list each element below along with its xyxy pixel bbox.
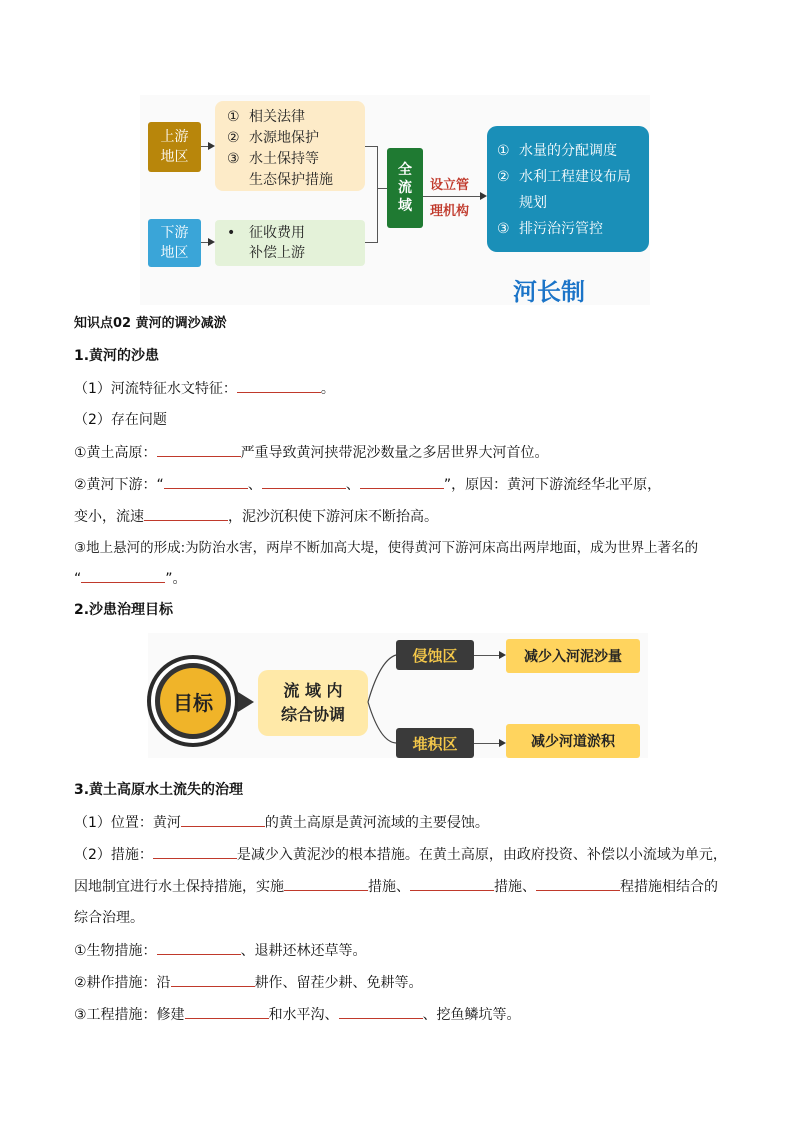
arrow-head	[499, 739, 506, 747]
arrow-head	[499, 651, 506, 659]
fill-blank[interactable]	[262, 474, 346, 489]
fill-blank[interactable]	[536, 876, 620, 891]
fill-blank[interactable]	[339, 1004, 423, 1019]
coordination-box: 流 域 内 综合协调	[258, 670, 368, 736]
list-item: 补偿上游	[249, 245, 305, 261]
connector-line	[365, 242, 377, 243]
arrow-head	[208, 238, 215, 246]
deposition-zone-box: 堆积区	[396, 728, 474, 758]
list-item: ① 相关法律	[227, 109, 305, 125]
s3-line-2: （2）措施： 是减少入黄泥沙的根本措施。在黄土高原，由政府投资、补偿以小流域为单元，	[74, 844, 727, 865]
connector-line	[474, 655, 500, 656]
reduce-siltation-box: 减少河道淤积	[506, 724, 640, 758]
list-item: 规划	[519, 195, 547, 211]
fill-blank[interactable]	[171, 972, 255, 987]
fill-blank[interactable]	[81, 568, 165, 583]
s1-line-6: ③地上悬河的形成:为防治水害，两岸不断加高大堤，使得黄河下游河床高出两岸地面，成为世界上著名的	[74, 540, 699, 556]
s1-line-3: ①黄土高原： 严重导致黄河挟带泥沙数量之多居世界大河首位。	[74, 442, 549, 463]
fill-blank[interactable]	[157, 442, 241, 457]
downstream-box: 下游 地区	[148, 219, 201, 267]
section-3-title: 3.黄土高原水土流失的治理	[74, 782, 244, 798]
list-item: • 征收费用	[227, 225, 305, 241]
fill-blank[interactable]	[410, 876, 494, 891]
arrow-head	[480, 192, 487, 200]
arrow-head	[208, 142, 215, 150]
s3-line-3: 因地制宜进行水土保持措施，实施 措施、 措施、 程措施相结合的	[74, 876, 718, 897]
list-item: ① 水量的分配调度	[497, 143, 617, 159]
fill-blank[interactable]	[284, 876, 368, 891]
s1-line-2: （2）存在问题	[74, 412, 167, 428]
section-1-title: 1.黄河的沙患	[74, 348, 160, 364]
section-2-title: 2.沙患治理目标	[74, 602, 174, 618]
knowledge-point-title: 知识点02 黄河的调沙减淤	[74, 316, 227, 331]
agency-functions-box	[487, 126, 649, 252]
fill-blank[interactable]	[360, 474, 444, 489]
connector-line	[474, 743, 500, 744]
s3-line-1: （1）位置：黄河 的黄土高原是黄河流域的主要侵蚀。	[74, 812, 489, 833]
fill-blank[interactable]	[164, 474, 248, 489]
connector-line	[365, 146, 377, 147]
s1-line-1: （1）河流特征水文特征： 。	[74, 378, 335, 399]
list-item: 生态保护措施	[249, 172, 333, 188]
s3-line-7: ③工程措施：修建 和水平沟、 、挖鱼鳞坑等。	[74, 1004, 521, 1025]
list-item: ② 水源地保护	[227, 130, 319, 146]
fill-blank[interactable]	[237, 378, 321, 393]
fill-blank[interactable]	[153, 844, 237, 859]
list-item: ② 水利工程建设布局	[497, 169, 631, 185]
fill-blank[interactable]	[144, 506, 228, 521]
downstream-measures-list	[215, 220, 365, 266]
branch-lines	[366, 650, 398, 750]
fill-blank[interactable]	[181, 812, 265, 827]
connector-line	[377, 188, 387, 189]
river-chief-title: 河长制	[513, 278, 585, 306]
erosion-zone-box: 侵蚀区	[396, 640, 474, 670]
connector-line	[377, 146, 378, 243]
upstream-measures-list	[215, 101, 365, 191]
setup-agency-label: 设立管 理机构	[430, 178, 470, 219]
list-item: ③ 排污治污管控	[497, 221, 603, 237]
reduce-sediment-box: 减少入河泥沙量	[506, 639, 640, 673]
s1-line-7: “ ”。	[74, 568, 187, 589]
fill-blank[interactable]	[185, 1004, 269, 1019]
s1-line-5: 变小，流速 ，泥沙沉积使下游河床不断抬高。	[74, 506, 438, 527]
upstream-box: 上游 地区	[148, 122, 201, 172]
s3-line-6: ②耕作措施：沿 耕作、留茬少耕、免耕等。	[74, 972, 423, 993]
target-circle: 目标	[160, 668, 226, 734]
list-item: ③ 水土保持等	[227, 151, 319, 167]
s3-line-5: ①生物措施： 、退耕还林还草等。	[74, 940, 367, 961]
s1-line-4: ②黄河下游：“ 、 、 ”，原因：黄河下游流经华北平原，	[74, 474, 661, 495]
fill-blank[interactable]	[157, 940, 241, 955]
s3-line-4: 综合治理。	[74, 910, 144, 926]
whole-basin-box: 全 流 域	[387, 148, 423, 228]
arrow-head	[238, 692, 254, 712]
